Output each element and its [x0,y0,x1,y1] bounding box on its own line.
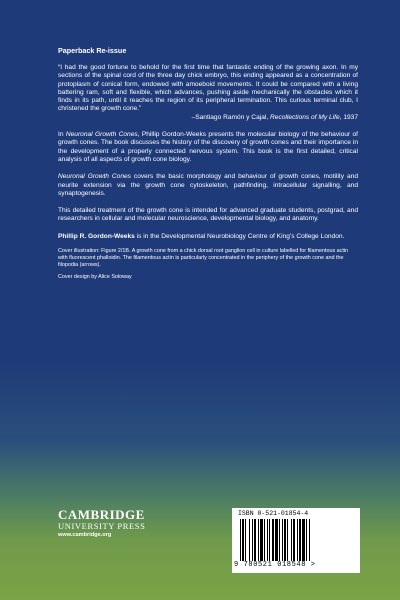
quote-attribution [58,114,358,122]
barcode-icon [240,519,352,561]
para1-prefix: In [58,131,66,139]
description-paragraph-3: This detailed treatment of the growth cone is intended for advanced graduate students, postgrad, and researchers in cellular and molecular neuroscience, developmental biology, and anatomy. [58,207,358,223]
attribution-author: –Santiago Ramón y Cajal, [191,113,269,121]
publisher-press: UNIVERSITY PRESS [58,521,146,531]
author-bio-text: is in the Developmental Neurobiology Centre of King’s College London. [134,232,345,240]
barcode-digits: 9 780521 018548 > [234,561,316,569]
author-bio [58,233,358,241]
publisher-logo [58,508,178,539]
isbn-label: ISBN 0-521-01854-4 [238,510,309,517]
description-paragraph-2 [58,173,358,198]
para2-text: covers the basic morphology and behaviour of growth cones, motility and neurite extension via the growth cone cytoskeleton, pathfinding, intracellular signalling, and synaptogenesis. [58,173,358,197]
text-column [58,46,358,281]
cover-illustration-credit: Cover illustration: Figure 2/1B. A growth cone from a chick dorsal root ganglion cell in culture labelled for filamentous actin with fluorescent phalloidin. The filamentous actin is particularly concentrated in the periphery of the growth cone and the filopodia (arrows). [58,248,349,269]
book-title: Neuronal Growth Cones [58,173,131,181]
para1-text: , Phillip Gordon-Weeks presents the molecular biology of the behaviour of growth cones. The book discusses the history of the discovery of growth cones and their importance in the development of a properly connected nervous system. This book is the first detailed, critical analysis of all aspects of growth cone biology. [58,131,358,163]
cajal-quote: “I had the good fortune to behold for the first time that fantastic ending of the growing axon. In my sections of the spinal cord of the three day chick embryo, this ending appeared as a concentration of protoplasm of conical form, endowed with amoeboid movements. It could be compared with a living battering ram, soft and flexible, which advances, pushing aside mechanically the obstacles which it finds in its path, until it reaches the region of its peripheral termination. This curious terminal club, I christened the growth cone.” [58,64,358,113]
publisher-name: CAMBRIDGE [58,507,145,522]
publisher-url: www.cambridge.org [58,532,112,538]
cover-design-credit: Cover design by Alice Soloway [58,274,132,281]
barcode-panel [232,508,360,573]
author-name: Phillip R. Gordon-Weeks [58,232,135,240]
attribution-year: , 1937 [339,113,358,121]
book-title: Neuronal Growth Cones [65,131,138,139]
description-paragraph-1 [58,131,358,164]
reissue-heading: Paperback Re-issue [58,46,127,55]
attribution-book: Recollections of My Life [270,113,340,121]
